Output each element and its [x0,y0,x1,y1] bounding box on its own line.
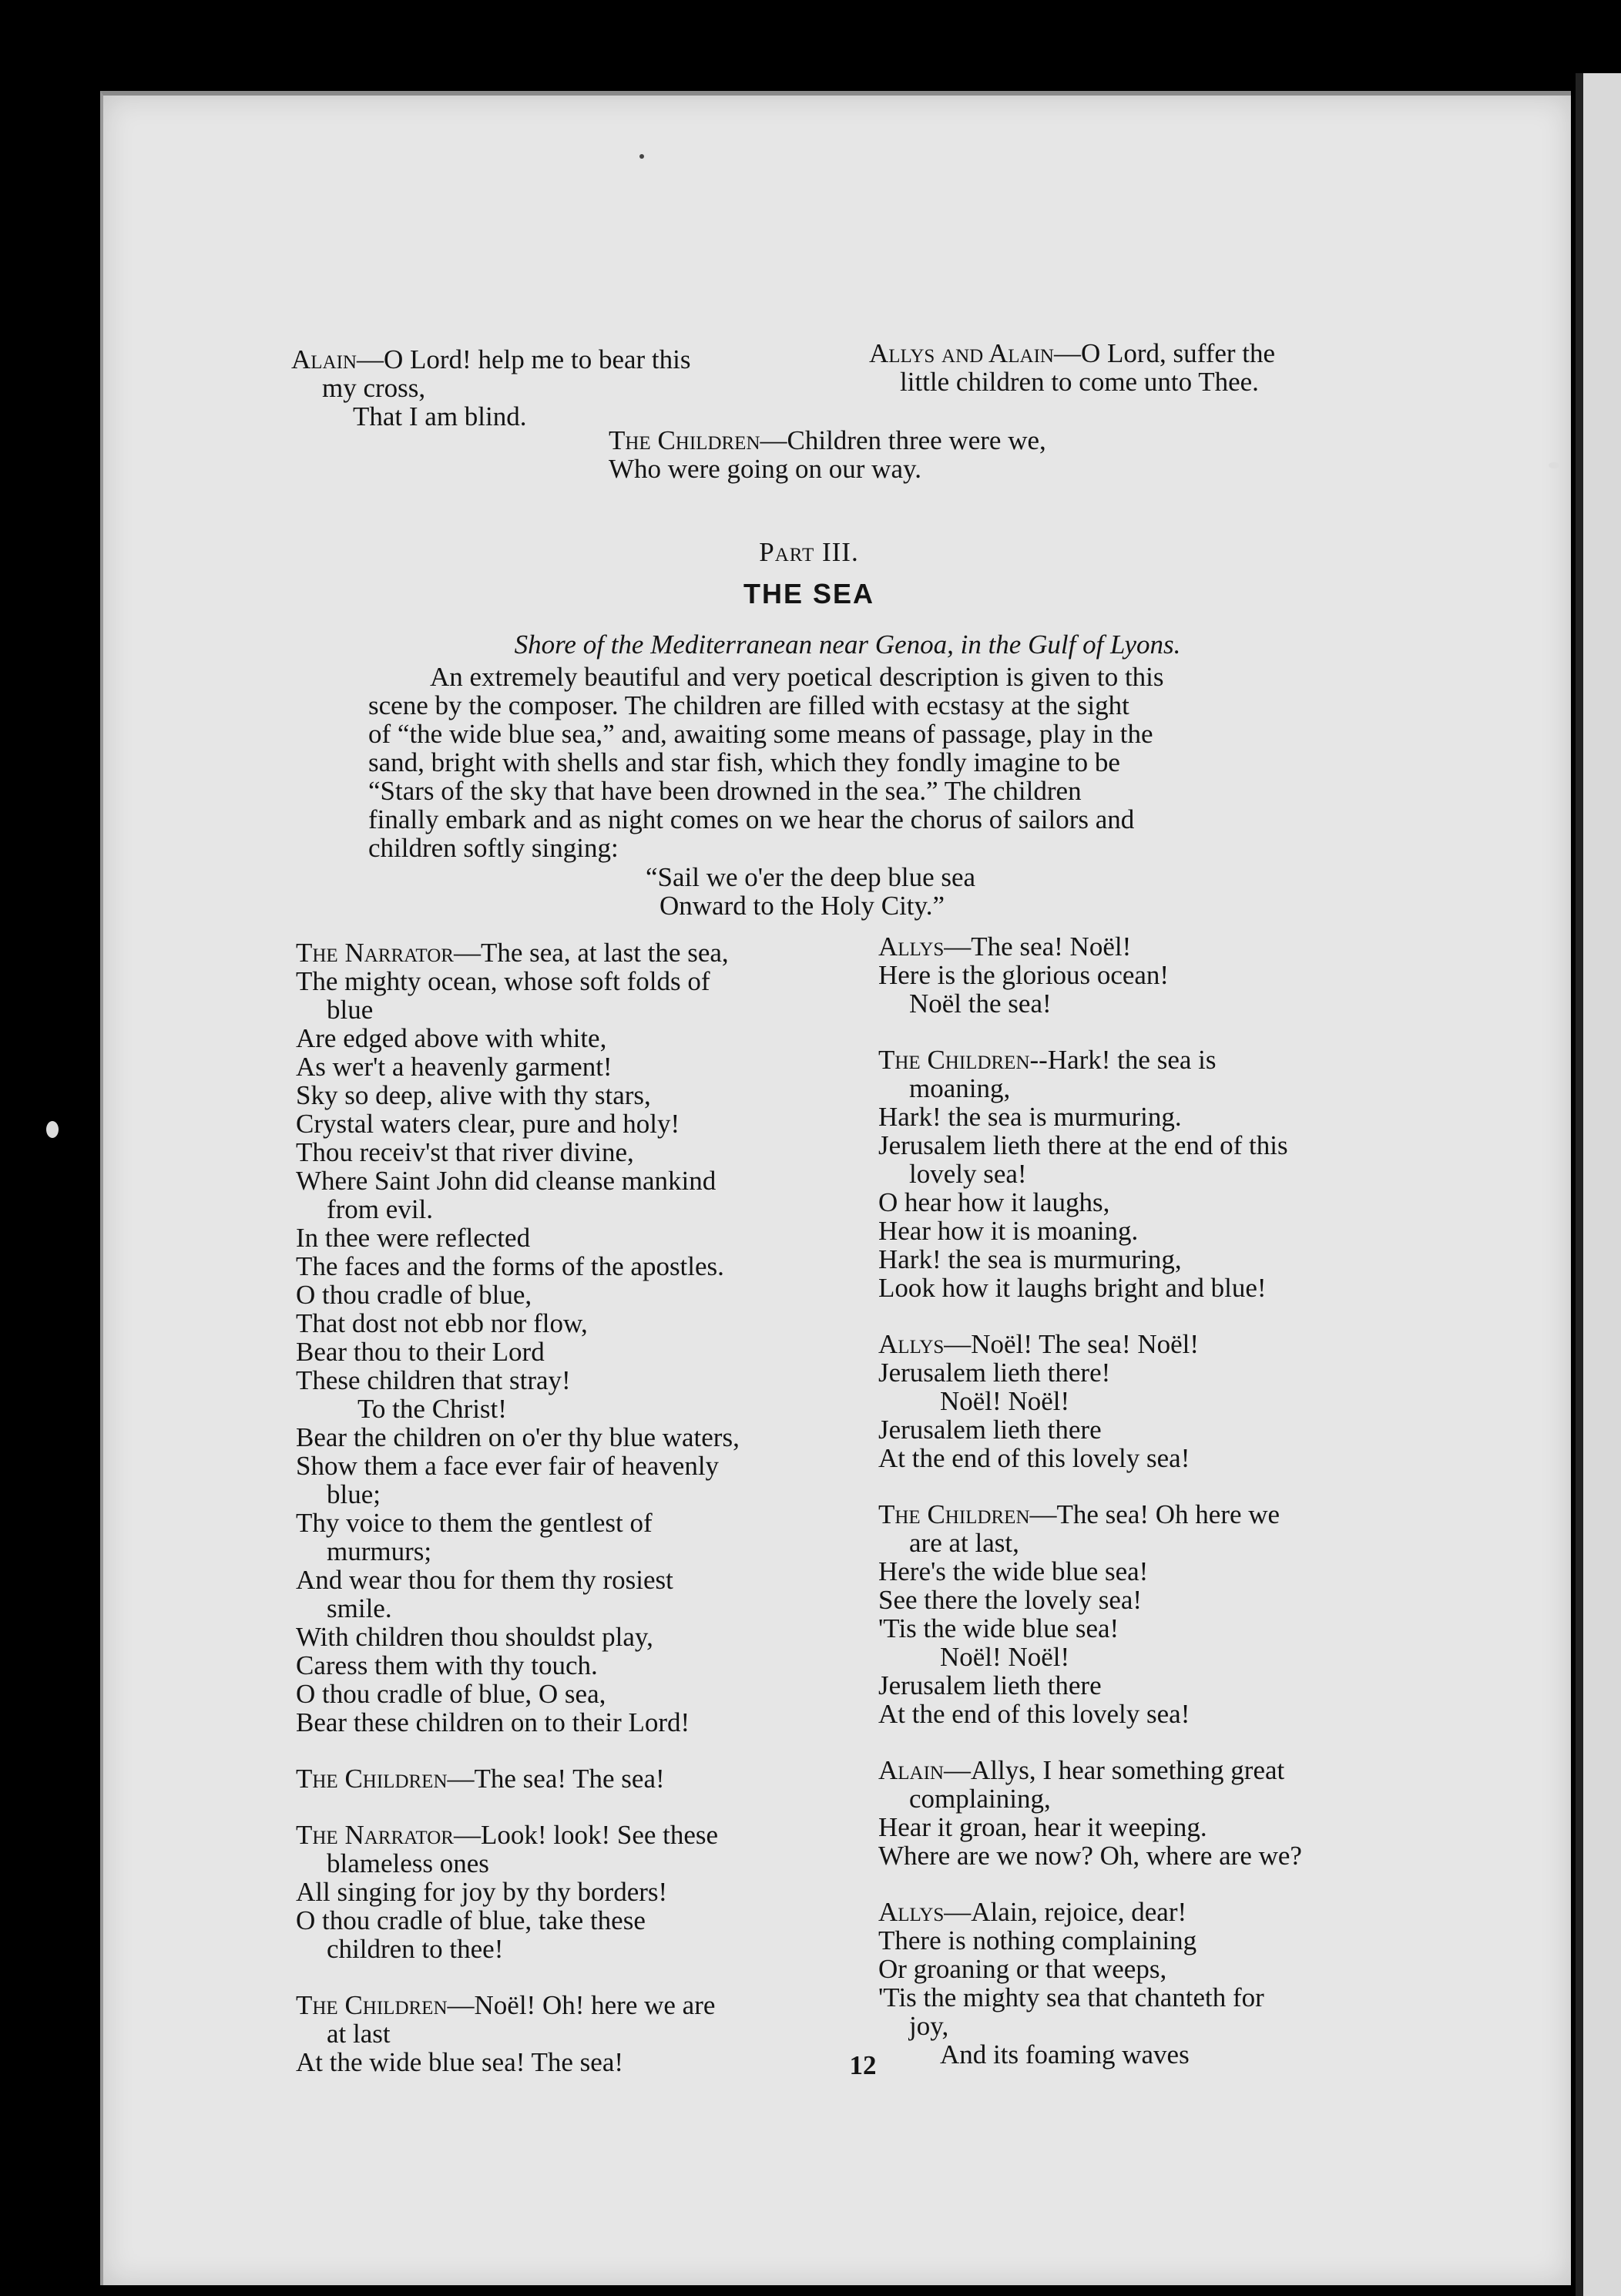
verse-line: complaining, [909,1784,1051,1814]
verse-line: 'Tis the wide blue sea! [878,1613,1119,1643]
speech [296,1821,851,1963]
scene-setting: Shore of the Mediterranean near Genoa, in the Gulf of Lyons. [514,629,1181,660]
speech [878,1330,1433,1472]
verse-line: blue; [327,1479,381,1509]
speech [878,932,1433,1018]
verse-line: Are edged above with white, [296,1023,607,1053]
verse-line: That I am blind. [353,401,527,431]
verse-line: Or groaning or that weeps, [878,1954,1167,1984]
verse-line: The faces and the forms of the apostles. [296,1251,724,1281]
verse-line: Where are we now? Oh, where are we? [878,1841,1302,1871]
speaker-name: The Narrator [296,1820,454,1850]
description-line: finally embark and as night comes on we hear the chorus of sailors and [368,804,1135,834]
speaker-name: The Children [878,1499,1030,1529]
verse-text: —Alain, rejoice, dear! [944,1897,1187,1927]
verse-line: Show them a face ever fair of heavenly [296,1451,720,1481]
verse-line: Hear it groan, hear it weeping. [878,1812,1207,1842]
right-column [878,932,1433,2069]
verse-line [296,938,851,967]
description-line: sand, bright with shells and star fish, which they fondly imagine to be [368,747,1120,777]
verse-line: O thou cradle of blue, O sea, [296,1679,606,1709]
speaker-name: The Children [296,1990,448,2020]
verse-line: are at last, [909,1528,1019,1558]
verse-line: Hear how it is moaning. [878,1216,1139,1246]
verse-line: In thee were reflected [296,1223,531,1253]
top-right-passage [869,339,1424,396]
verse-line: —O Lord! help me to bear this [356,344,691,374]
verse-line: O thou cradle of blue, [296,1280,532,1310]
verse-line: With children thou shouldst play, [296,1622,653,1652]
quote-line: “Sail we o'er the deep blue sea [646,862,976,892]
quote-line: Onward to the Holy City.” [659,891,945,921]
verse-line: And its foaming waves [940,2039,1190,2069]
verse-line: O hear how it laughs, [878,1187,1110,1217]
verse-line: Here is the glorious ocean! [878,960,1170,990]
verse-line: Who were going on our way. [609,454,921,484]
verse-line: Look how it laughs bright and blue! [878,1273,1267,1303]
verse-line: murmurs; [327,1536,432,1566]
speaker-name: The Narrator [296,938,454,968]
verse-line: O thou cradle of blue, take these [296,1905,646,1935]
speaker-name: Allys and Alain [869,338,1054,368]
verse-line: Hark! the sea is murmuring, [878,1244,1182,1274]
scan-speck [639,154,644,159]
verse-text: —The sea! The sea! [447,1764,665,1794]
speaker-name: The Children [609,425,760,455]
verse-line: —Children three were we, [760,425,1046,455]
verse-line: To the Christ! [357,1394,507,1424]
speech [878,1046,1433,1302]
verse-line: Noël! Noël! [940,1386,1070,1416]
top-children-passage [609,426,1302,483]
verse-line [296,1991,851,2019]
verse-text: —Noël! Oh! here we are [447,1990,716,2020]
verse-text: —Look! look! See these [453,1820,719,1850]
scan-speck [1549,462,1559,468]
verse-line: lovely sea! [909,1159,1027,1189]
speaker-name: The Children [878,1045,1030,1075]
speaker-name: The Children [296,1764,448,1794]
verse-line: from evil. [327,1194,434,1224]
verse-line: And wear thou for them thy rosiest [296,1565,673,1595]
verse-line: smile. [327,1593,392,1623]
verse-line [878,1898,1433,1926]
speaker-name: Allys [878,1329,945,1359]
verse-line: Crystal waters clear, pure and holy! [296,1109,680,1139]
verse-line: At the end of this lovely sea! [878,1443,1190,1473]
description-line: of “the wide blue sea,” and, awaiting some means of passage, play in the [368,719,1153,749]
top-left-passage [291,345,846,431]
verse-line: Bear thou to their Lord [296,1337,545,1367]
verse-line [878,932,1433,961]
scan-speck [46,1121,59,1138]
verse-line: blameless ones [327,1848,489,1878]
verse-line: my cross, [322,373,426,403]
verse-text: —The sea, at last the sea, [453,938,729,968]
speech [878,1500,1433,1728]
verse-line: That dost not ebb nor flow, [296,1308,588,1338]
verse-line: Thy voice to them the gentlest of [296,1508,653,1538]
verse-line: Jerusalem lieth there! [878,1358,1111,1388]
verse-text: —The sea! Noël! [944,931,1132,962]
verse-line: Where Saint John did cleanse mankind [296,1166,717,1196]
speech [878,1756,1433,1870]
verse-line: Hark! the sea is murmuring. [878,1102,1182,1132]
speaker-name: Allys [878,931,945,962]
verse-line: children to thee! [327,1934,504,1964]
verse-line: —O Lord, suffer the [1054,338,1276,368]
verse-line: The mighty ocean, whose soft folds of [296,966,710,996]
verse-line: There is nothing complaining [878,1925,1197,1955]
verse-line: Noël! Noël! [940,1642,1070,1672]
verse-line: Bear these children on to their Lord! [296,1707,690,1737]
verse-line: Noël the sea! [909,989,1052,1019]
verse-line: Jerusalem lieth there [878,1415,1102,1445]
verse-line: Sky so deep, alive with thy stars, [296,1080,651,1110]
part-label: Part III. [759,537,859,567]
verse-line [878,1330,1433,1358]
verse-text: —Allys, I hear something great [943,1755,1285,1785]
verse-line: As wer't a heavenly garment! [296,1052,612,1082]
verse-line: Thou receiv'st that river divine, [296,1137,634,1167]
verse-line: Jerusalem lieth there at the end of this [878,1130,1288,1160]
description-line: An extremely beautiful and very poetical description is given to this [430,662,1164,692]
speaker-name: Allys [878,1897,945,1927]
verse-line: blue [327,995,374,1025]
verse-line: Bear the children on o'er thy blue waters, [296,1422,740,1452]
verse-line: These children that stray! [296,1365,571,1395]
facing-page-edge [1576,73,1621,2296]
verse-line: joy, [909,2011,949,2041]
verse-line [878,1046,1433,1074]
verse-line: at last [327,2019,391,2049]
part-title: THE SEA [743,578,875,609]
left-column [296,938,851,2076]
speech [296,1764,851,1793]
speech [296,1991,851,2076]
verse-line [878,1756,1433,1784]
speaker-name: Alain [291,344,357,374]
verse-line [296,1764,851,1793]
verse-line: At the wide blue sea! The sea! [296,2047,624,2077]
verse-line [878,1500,1433,1529]
verse-text: —The sea! Oh here we [1029,1499,1280,1529]
verse-line: All singing for joy by thy borders! [296,1877,668,1907]
page-number: 12 [849,2050,877,2080]
verse-line: little children to come unto Thee. [900,367,1259,397]
speech [878,1898,1433,2069]
description-line: scene by the composer. The children are filled with ecstasy at the sight [368,690,1129,720]
speaker-name: Alain [878,1755,944,1785]
verse-line: At the end of this lovely sea! [878,1699,1190,1729]
verse-text: --Hark! the sea is [1029,1045,1217,1075]
speech [296,938,851,1737]
verse-line: Jerusalem lieth there [878,1670,1102,1700]
description-line: “Stars of the sky that have been drowned in the sea.” The children [368,776,1082,806]
verse-text: —Noël! The sea! Noël! [944,1329,1200,1359]
chorus-quote [646,863,1185,920]
verse-line: 'Tis the mighty sea that chanteth for [878,1982,1264,2012]
description-line: children softly singing: [368,833,619,863]
verse-line: Here's the wide blue sea! [878,1556,1149,1586]
verse-line: Caress them with thy touch. [296,1650,598,1680]
scene-description [368,663,1335,862]
verse-line: moaning, [909,1073,1011,1103]
verse-line [296,1821,851,1849]
verse-line: See there the lovely sea! [878,1585,1143,1615]
